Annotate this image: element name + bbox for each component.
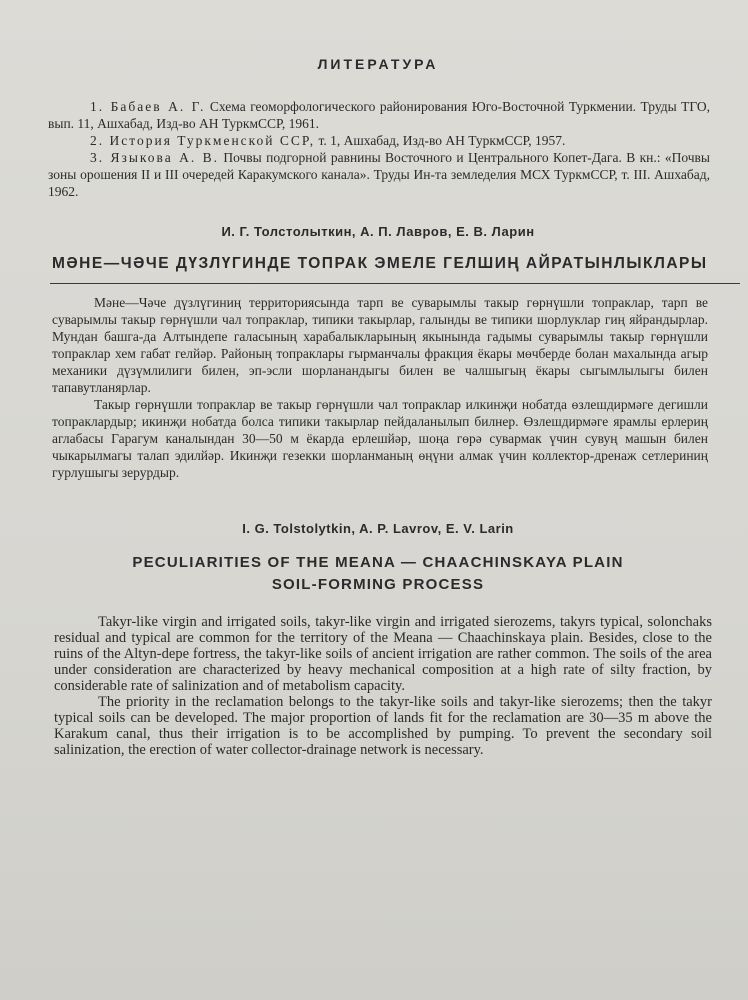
reference-text: т. 1, Ашхабад, Изд-во АН ТуркмССР, 1957. bbox=[318, 133, 566, 148]
article-title-english bbox=[40, 552, 716, 596]
paragraph: Такыр гөрнүшли топраклар ве такыр гөрнүшли чал топраклар илкинҗи нобатда өзлешдирмәге дегишли топраклардыр; икинҗи нобатда болса типики такырлар пейдаланылып билнер. Өзлешдирмәге ярамлы ерлериң аглабасы Гарагум каналындан 30—50 м ёкарда ерлешйәр, шоңа гөрә сувармак үчин сувуң машын билен чыкарылмагы талап эдилйәр. Икинҗи гезекки шорланманың өңүни алмак үчин коллектор-дренаж сетлериниң гурлушыгы зерурдыр. bbox=[52, 397, 708, 480]
reference-item bbox=[48, 149, 710, 200]
article-title-turkmen: МӘНЕ—ЧӘЧЕ ДҮЗЛҮГИНДЕ ТОПРАК ЭМЕЛЕ ГЕЛШИҢ АЙРАТЫНЛЫКЛАРЫ bbox=[52, 255, 708, 272]
reference-item bbox=[48, 98, 710, 132]
reference-author: 1. Бабаев А. Г. bbox=[90, 99, 206, 114]
reference-list bbox=[48, 98, 710, 200]
paragraph: Takyr-like virgin and irrigated soils, takyr-like virgin and irrigated sierozems, takyrs typical, solonchaks residual and typical are common for the territory of the Meana — Chaachinskaya plain. Besides, close to the ruins of the Altyn-depe fortress, the takyr-like soils of ancient irrigation are rather common. The soils of the area under consideration are characterized by heavy mechanical composition at a high rate of silty fraction, by considerable rate of salinization and of metabolism capacity. bbox=[54, 614, 712, 694]
article-body-turkmen bbox=[52, 294, 708, 481]
reference-author: 2. История Туркменской ССР, bbox=[90, 133, 316, 148]
paragraph: The priority in the reclamation belongs to the takyr-like soils and takyr-like sierozems; then the takyr typical soils can be developed. The major proportion of lands fit for the reclamation are 30—35 m above the Karakum canal, thus their irrigation is to be accomplished by pumping. To prevent the secondary soil salinization, the erection of water collector-drainage network is necessary. bbox=[54, 694, 712, 758]
article-authors-turkmen: И. Г. Толстолыткин, А. П. Лавров, Е. В. Ларин bbox=[221, 224, 535, 239]
literature-heading: ЛИТЕРАТУРА bbox=[317, 56, 439, 72]
title-line: SOIL-FORMING PROCESS bbox=[271, 576, 485, 593]
reference-text: Схема геоморфологического районирования Юго-Восточной Туркмении. Труды ТГО, вып. 11, Ашхабад, Изд-во АН ТуркмССР, 1961. bbox=[48, 99, 711, 131]
title-divider bbox=[50, 283, 740, 284]
article-body-english bbox=[54, 614, 712, 758]
reference-text: Почвы подгорной равнины Восточного и Центрального Копет-Дага. В кн.: «Почвы зоны орошения II и III очередей Каракумского канала». Труды Ин-та земледелия МСХ ТуркмССР, т. III. Ашхабад, 1962. bbox=[48, 150, 710, 199]
title-line: PECULIARITIES OF THE MEANA — CHAACHINSKAYA PLAIN bbox=[132, 554, 624, 571]
paragraph: Мәне—Чәче дүзлүгиниң территориясында тарп ве суварымлы такыр гөрнүшли топраклар, тарп ве суварымлы такыр гөрнүшли чал топраклар, типики такырлар, галынды ве типики шорлуклар гиң яйрандырлар. Мундан башга-да Алтындепе галасының харабалыкларының якынында гадымы суварымлы такыр гөрнүшли топраклар хем габат гелйәр. Районың топраклары гырманчалы фракция ёкары мөчберде болан махалында агыр механики дүзүмлилиги билен, эп-эсли шорланандыгы билен ве чалшыгың ёкары сыгымлылыгы билен тапавутланярлар. bbox=[52, 295, 708, 395]
reference-item bbox=[48, 132, 710, 149]
article-authors-english: I. G. Tolstolytkin, A. P. Lavrov, E. V. Larin bbox=[242, 521, 514, 536]
reference-author: 3. Языкова А. В. bbox=[90, 150, 219, 165]
